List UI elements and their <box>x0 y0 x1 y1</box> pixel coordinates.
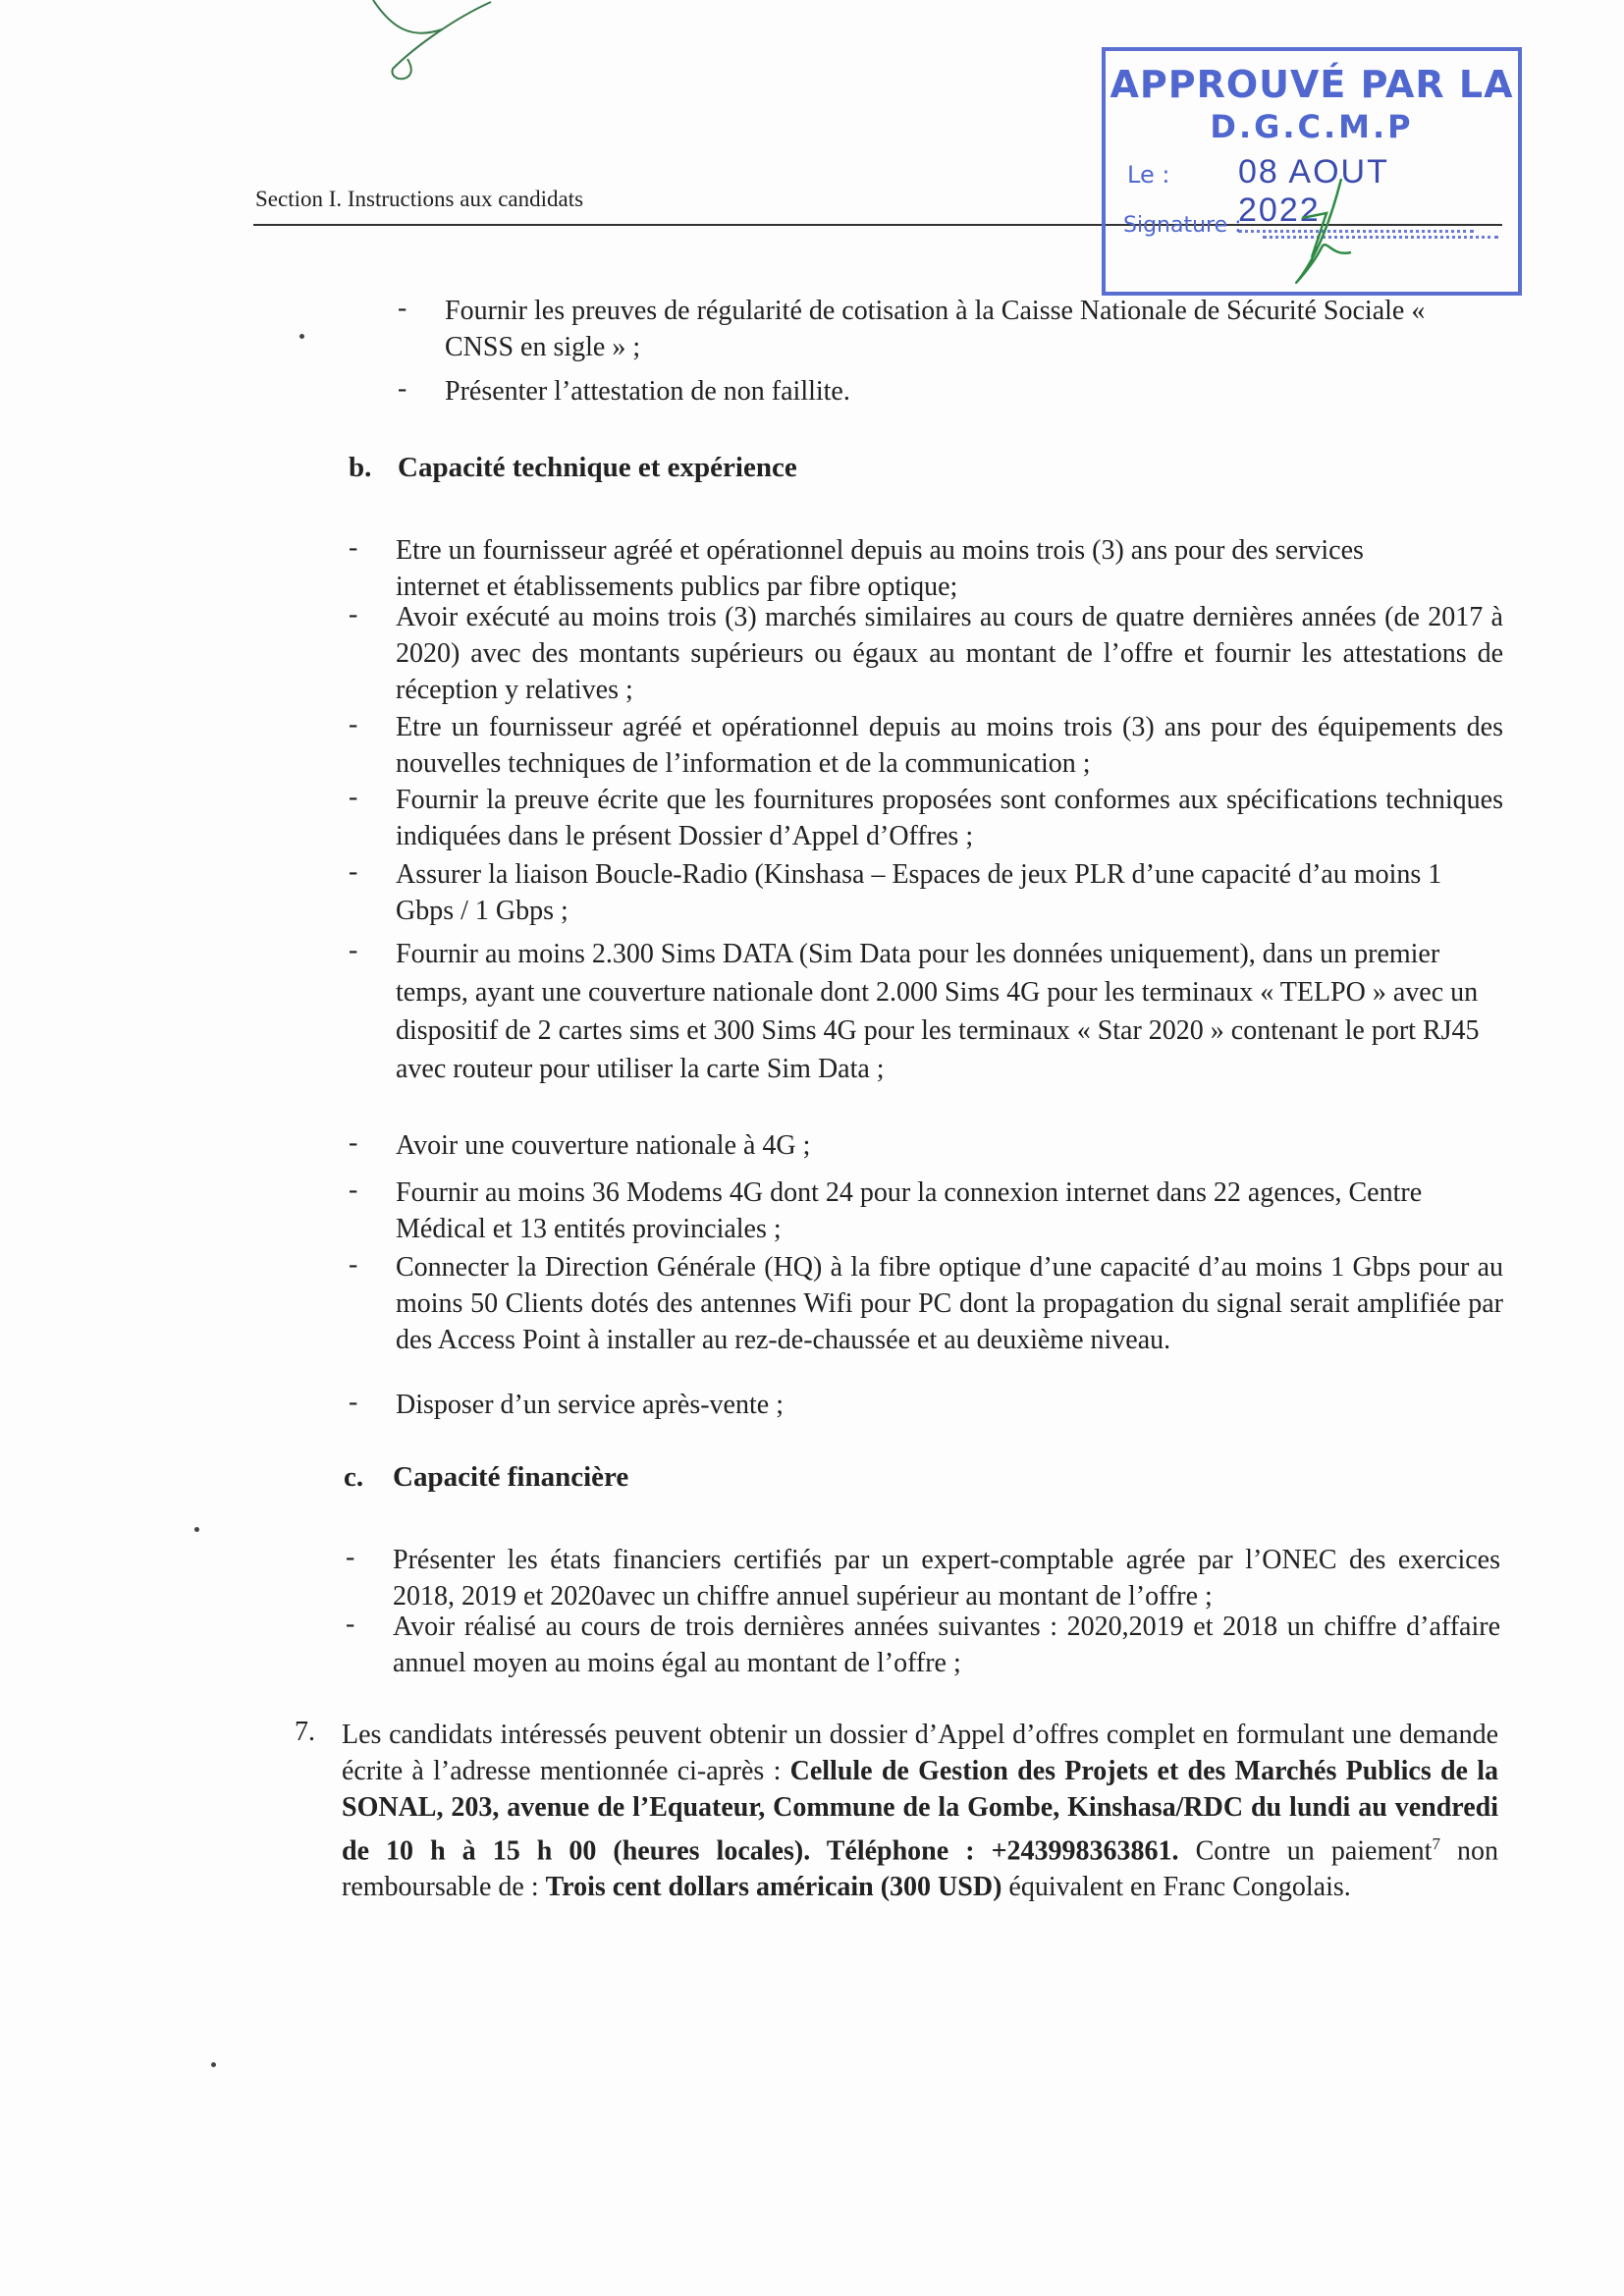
bullet-dash: - <box>349 935 358 965</box>
paragraph-number: 7. <box>295 1717 315 1747</box>
list-item: Présenter l’attestation de non faillite. <box>445 376 850 407</box>
scan-speck <box>299 334 304 339</box>
stamp-date: 08 AOUT 2022 <box>1238 153 1474 233</box>
bullet-dash: - <box>349 532 358 563</box>
signature-icon <box>1282 179 1361 287</box>
list-item: Fournir la preuve écrite que les fournitures proposées sont conformes aux spécifications techniques indiquées dans le présent Dossier d’Appel d’Offres ; <box>396 785 1503 851</box>
bullet-dash: - <box>346 1542 355 1572</box>
section-heading: Capacité technique et expérience <box>398 452 797 483</box>
para-text: non remboursable de : <box>342 1835 1499 1903</box>
list-item: Avoir réalisé au cours de trois dernières années suivantes : 2020,2019 et 2018 un chiffre d’affaire annuel moyen au moins égal au montant de l’offre ; <box>393 1612 1500 1678</box>
list-item: Présenter les états financiers certifiés par un expert-comptable agrée par l’ONEC des exercices 2018, 2019 et 2020avec un chiffre annuel supérieur au montant de l’offre ; <box>393 1545 1500 1612</box>
section-heading: Capacité financière <box>393 1461 629 1493</box>
bullet-dash: - <box>349 599 358 629</box>
paragraph-7 <box>342 1717 1498 1905</box>
section-header: Section I. Instructions aux candidats <box>255 187 584 211</box>
para-text: Contre un paiement <box>1178 1835 1433 1867</box>
stamp-signature-label: Signature : <box>1123 213 1242 238</box>
bullet-dash: - <box>349 856 358 887</box>
para-text: équivalent en Franc Congolais. <box>1001 1872 1351 1903</box>
list-item: Assurer la liaison Boucle-Radio (Kinshasa – Espaces de jeux PLR d’une capacité d’au moins 1 Gbps / 1 Gbps ; <box>396 859 1442 926</box>
address-contact: Cellule de Gestion des Projets et des Marchés Publics de la SONAL, 203, avenue de l’Equateur, Commune de la Gombe, Kinshasa/RDC du lundi au vendredi de 10 h à 15 h 00 (heures locales). Téléphone : +243998363861. <box>342 1756 1498 1867</box>
approval-stamp <box>1102 47 1522 296</box>
section-label: c. <box>344 1461 364 1493</box>
scan-speck <box>194 1527 199 1532</box>
bullet-dash: - <box>349 1249 358 1280</box>
handwritten-mark <box>363 0 520 88</box>
list-item: Fournir au moins 36 Modems 4G dont 24 pour la connexion internet dans 22 agences, Centre Médical et 13 entités provinciales ; <box>396 1177 1423 1244</box>
list-item: Connecter la Direction Générale (HQ) à la fibre optique d’une capacité d’au moins 1 Gbps pour au moins 50 Clients dotés des antennes Wifi pour PC dont la propagation du signal serait amplifiée par des Access Point à installer au rez-de-chaussée et au deuxième niveau. <box>396 1252 1503 1355</box>
stamp-date-label: Le : <box>1127 161 1170 189</box>
list-item: Etre un fournisseur agréé et opérationnel depuis au moins trois (3) ans pour des services internet et établissements publics par fibre optique; <box>396 535 1364 602</box>
bullet-dash: - <box>349 782 358 812</box>
bullet-dash: - <box>346 1609 355 1639</box>
stamp-title: APPROUVÉ PAR LA <box>1110 63 1514 106</box>
list-item: Fournir les preuves de régularité de cotisation à la Caisse Nationale de Sécurité Sociale « CNSS en sigle » ; <box>445 296 1426 362</box>
bullet-dash: - <box>349 1175 358 1205</box>
para-text: Les candidats intéressés peuvent obtenir un dossier d’Appel d’offres complet en formulant une demande écrite à l’adresse mentionnée ci-après : <box>342 1720 1498 1786</box>
bullet-dash: - <box>349 709 358 739</box>
section-label: b. <box>349 452 372 483</box>
bullet-dash: - <box>398 293 407 323</box>
list-item: Disposer d’un service après-vente ; <box>396 1390 784 1420</box>
footnote-ref[interactable]: 7 <box>1432 1834 1440 1853</box>
bullet-dash: - <box>349 1127 358 1158</box>
list-item: Etre un fournisseur agréé et opérationnel depuis au moins trois (3) ans pour des équipements des nouvelles techniques de l’information et de la communication ; <box>396 712 1503 779</box>
list-item: Avoir une couverture nationale à 4G ; <box>396 1130 811 1161</box>
bullet-dash: - <box>398 373 407 404</box>
scan-speck <box>211 2062 216 2067</box>
fee-amount: Trois cent dollars américain (300 USD) <box>545 1872 1002 1903</box>
list-item: Avoir exécuté au moins trois (3) marchés similaires au cours de quatre dernières années (de 2017 à 2020) avec des montants supérieurs ou égaux au montant de l’offre et fournir les attestations de réception y relatives ; <box>396 602 1503 705</box>
stamp-org: D.G.C.M.P <box>1210 108 1414 145</box>
list-item: Fournir au moins 2.300 Sims DATA (Sim Data pour les données uniquement), dans un premier temps, ayant une couverture nationale dont 2.000 Sims 4G pour les terminaux « TELPO » avec un dispositif de 2 cartes sims et 300 Sims 4G pour les terminaux « Star 2020 » contenant le port RJ45 avec routeur pour utiliser la carte Sim Data ; <box>396 939 1480 1084</box>
bullet-dash: - <box>349 1387 358 1417</box>
